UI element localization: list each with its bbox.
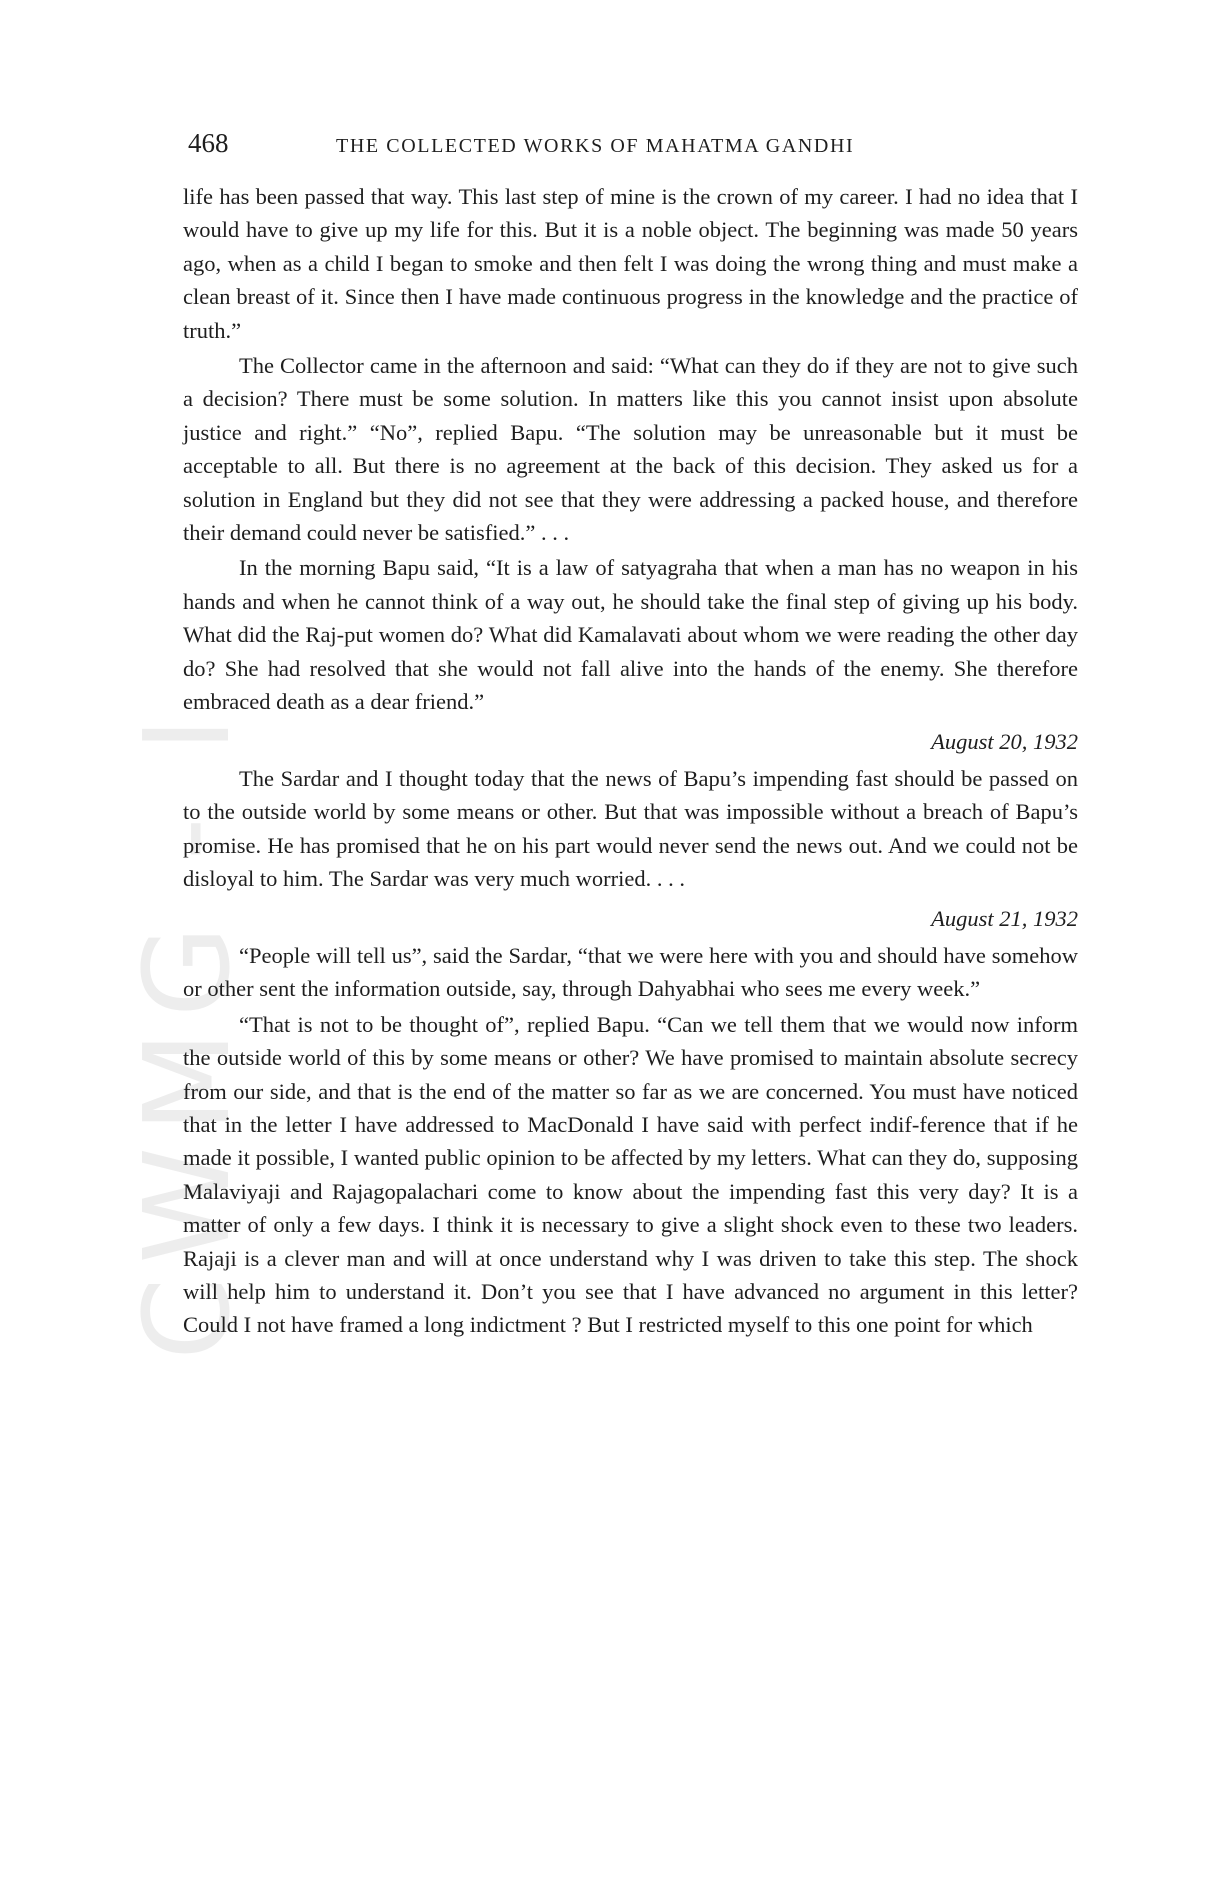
running-head: THE COLLECTED WORKS OF MAHATMA GANDHI (336, 135, 855, 157)
paragraph-5: “People will tell us”, said the Sardar, “that we were here with you and should have somehow or other sent the information outside, say, through Dahyabhai who sees me every week.” (183, 942, 1078, 1002)
paragraph-2: The Collector came in the afternoon and said: “What can they do if they are not to give such a decision? There must be some solution. In matters like this you cannot insist upon absolute justice and right.” “No”, replied Bapu. “The solution may be unreasonable but it must be acceptable to all. But there is no agreement at the back of this decision. They asked us for a solution in England but they did not see that they were addressing a packed house, and therefore their demand could never be satisfied.” . . . (183, 353, 1078, 546)
date-heading-1: August 20, 1932 (931, 728, 1078, 754)
paragraph-6: “That is not to be thought of”, replied Bapu. “Can we tell them that we would now inform the outside world of this by some means or other? We have promised to maintain absolute secrecy from our side, and that is the end of the matter so far as we are concerned. You must have noticed that in the letter I have addressed to MacDonald I have said with perfect indif-ference that if he made it possible, I wanted public opinion to be affected by my letters. What can they do, supposing Malaviyaji and Rajagopalachari come to know about the impending fast this very day? It is a matter of only a few days. I think it is necessary to give a slight shock even to these two leaders. Rajaji is a clever man and will at once understand why I was driven to take this step. The shock will help him to understand it. Don’t you see that I have advanced no argument in this letter? Could I not have framed a long indictment ? But I restricted myself to this one point for which (183, 1011, 1078, 1338)
page-body (183, 180, 1078, 1342)
paragraph-4: The Sardar and I thought today that the news of Bapu’s impending fast should be passed on to the outside world by some means or other. But that was impossible without a breach of Bapu’s promise. He has promised that he on his part would never send the news out. And we could not be disloyal to him. The Sardar was very much worried. . . . (183, 765, 1078, 892)
date-heading-2: August 21, 1932 (931, 905, 1078, 931)
watermark: CWMG - I (118, 703, 256, 1360)
paragraph-1: life has been passed that way. This last step of mine is the crown of my career. I had no idea that I would have to give up my life for this. But it is a noble object. The beginning was made 50 years ago, when as a child I began to smoke and then felt I was doing the wrong thing and must make a clean breast of it. Since then I have made continuous progress in the knowledge and the practice of truth.” (183, 184, 1078, 343)
page-number: 468 (188, 128, 229, 158)
paragraph-3: In the morning Bapu said, “It is a law of satyagraha that when a man has no weapon in his hands and when he cannot think of a way out, he should take the final step of giving up his body. What did the Raj-put women do? What did Kamalavati about whom we were reading the other day do? She had resolved that she would not fall alive into the hands of the enemy. She therefore embraced death as a dear friend.” (183, 555, 1078, 715)
page-header (188, 128, 1088, 159)
